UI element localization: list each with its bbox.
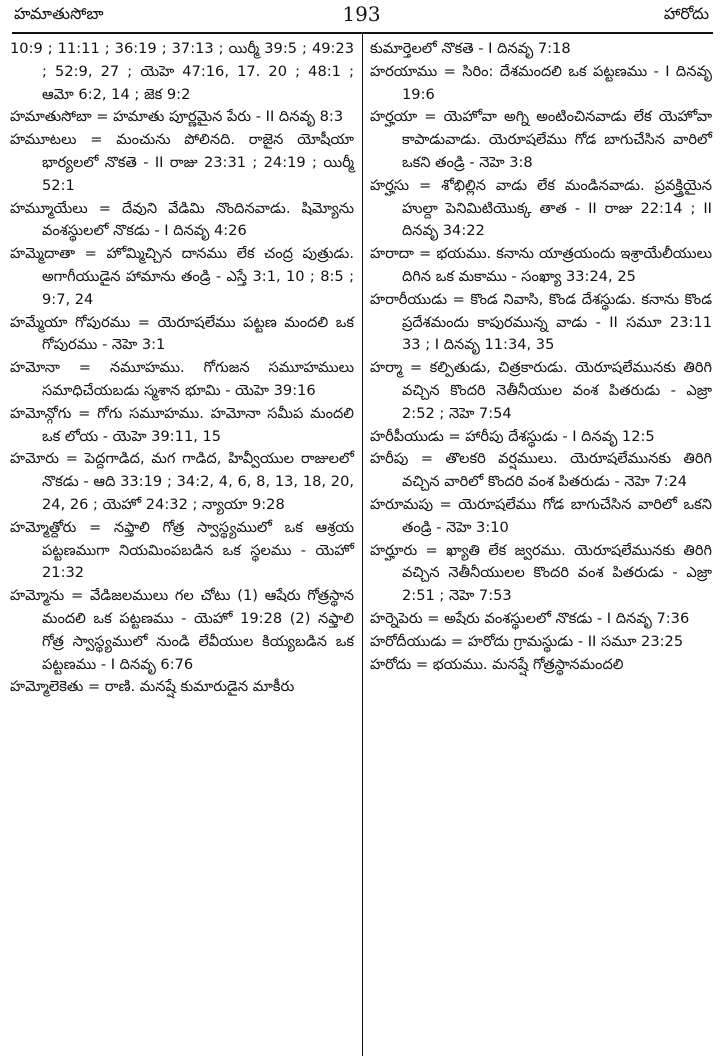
dictionary-entry: హర్హసు = శోభిల్లిన వాడు లేక మండినవాడు. ప్రవక్త్రియైన హుల్దా పెనిమిటియొక్క తాత - II రాజు 22:14 ; II దినవృ 34:22 — [370, 176, 712, 240]
dictionary-entry: హమ్మోను = వేడిజలములు గల చోటు (1) ఆషేరు గోత్రస్థాన మందలి ఒక పట్టణము - యెహో 19:28 (2) నఫ్తాలి గోత్ర స్వాస్థ్యములో నుండి లేవీయుల కియ్యబడిన ఒక పట్టణము - I దినవృ 6:76 — [10, 587, 354, 673]
dictionary-entry: 10:9 ; 11:11 ; 36:19 ; 37:13 ; యిర్మీ 39:5 ; 49:23 ; 52:9, 27 ; యెహె 47:16, 17. 20 ; 48:1 ; ఆమో 6:2, 14 ; జెక 9:2 — [10, 40, 354, 103]
dictionary-entry: హరారీయుడు = కొండ నివాసి, కొండ దేశస్థుడు. కనాను కొండ ప్రదేశమందు కాపురమున్న వాడు - II సమూ 23:11 33 ; I దినవృ 11:34, 35 — [370, 290, 712, 354]
dictionary-entry: హమూటలు = మంచును పోలినది. రాజైన యోషీయా భార్యలలో నొకతె - II రాజు 23:31 ; 24:19 ; యిర్మీ 52:1 — [10, 131, 354, 194]
dictionary-entry: హరయాము = సిరిం: దేశమందలి ఒక పట్టణము - I దినవృ 19:6 — [370, 62, 712, 103]
dictionary-entry: హమ్మూయేలు = దేవుని వేడిమి నొందినవాడు. షిమ్యోను వంశస్థులలో నొకడు - I దినవృ 4:26 — [10, 199, 354, 240]
header-right-guide-word: హారోదు — [663, 4, 709, 23]
dictionary-entry: హరాదా = భయము. కనాను యాత్రయందు ఇశ్రాయేలీయులు దిగిన ఒక మకాము - సంఖ్యా 33:24, 25 — [370, 245, 712, 285]
dictionary-entry: హమోరు = పెద్దగాడిద, మగ గాడిద, హివ్వీయుల రాజులలో నొకడు - ఆది 33:19 ; 34:2, 4, 6, 8, 13, 18, 20, 24, 26 ; యెహో 24:32 ; న్యాయా 9:28 — [10, 450, 354, 513]
right-column — [370, 38, 712, 676]
dictionary-entry: హర్హయా = యెహోవా అగ్ని అంటించినవాడు లేక యెహోవా కాపాడువాడు. యెరూషలేము గోడ బాగుచేసిన వారిలో ఒకని తండ్రి - నెహె 3:8 — [370, 108, 712, 171]
dictionary-entry: హమాతుసోబా = హమాతు పూర్ణమైన పేరు - II దినవృ 8:3 — [10, 108, 344, 126]
dictionary-entry: హమ్మేయా గోపురము = యెరూషలేము పట్టణ మందలి ఒక గోపురము - నెహె 3:1 — [10, 313, 354, 354]
dictionary-entry: హరీపు = తొలకరి వర్షములు. యెరూషలేమునకు తిరిగి వచ్చిన వారిలో కొందరి వంశ పితరుడు - నెహె 7:24 — [370, 450, 712, 491]
page-number: 193 — [342, 2, 381, 26]
dictionary-entry: హరోదీయుడు = హరోదు గ్రామస్థుడు - II సమూ 23:25 — [370, 632, 684, 650]
dictionary-entry: హమోన్గోగు = గోగు సమూహము. హమోనా సమీప మందలి ఒక లోయ - యెహె 39:11, 15 — [10, 404, 354, 445]
dictionary-entry: హరోదు = భయము. మనష్షే గోత్రస్థానమందలి — [370, 655, 624, 673]
dictionary-entry: కుమార్తెలలో నొకతె - I దినవృ 7:18 — [370, 40, 571, 57]
dictionary-entry: హమ్మోలెకెతు = రాణి. మనష్షే కుమారుడైన మాకీరు — [10, 678, 295, 696]
dictionary-entry: హమోనా = నమూహము. గోగుజన సమూహములు సమాధిచేయబడు స్మశాన భూమి - యెహె 39:16 — [10, 359, 354, 399]
page-header — [0, 0, 723, 34]
dictionary-entry: హమ్మోత్దోరు = నఫ్తాలి గోత్ర స్వాస్థ్యములో ఒక ఆశ్రయ పట్టణముగా నియమింపబడిన ఒక స్థలము - యెహో 21:32 — [10, 518, 354, 582]
dictionary-entry: హరూమపు = యెరూషలేము గోడ బాగుచేసిన వారిలో ఒకని తండ్రి - నెహె 3:10 — [370, 495, 712, 536]
dictionary-entry: హరీపీయుడు = హారీపు దేశస్థుడు - I దినవృ 12:5 — [370, 427, 655, 445]
dictionary-entry: హర్మా = కల్పితుడు, చిత్రకారుడు. యెరూషలేమునకు తిరిగి వచ్చిన కొందరి నెతీనీయుల వంశ పితరుడు - ఎజ్రా 2:52 ; నెహె 7:54 — [370, 359, 712, 422]
header-left-guide-word: హమాతుసోబా — [14, 4, 104, 23]
left-column — [10, 38, 354, 699]
dictionary-entry: హర్హూరు = ఖ్యాతి లేక జ్వరము. యెరూషలేమునకు తిరిగి వచ్చిన నెతీనీయులల కొందరి వంశ పితరుడు - ఎజ్రా 2:51 ; నెహె 7:53 — [370, 541, 712, 605]
dictionary-entry: హమ్మెదాతా = హోమ్మిచ్చిన దానము లేక చంద్ర పుత్రుడు. అగాగీయుడైన హామాను తండ్రి - ఎస్తే 3:1, 10 ; 8:5 ; 9:7, 24 — [10, 245, 354, 308]
column-divider — [362, 34, 363, 1056]
dictionary-entry: హర్నెపెరు = అషేరు వంశస్థులలో నొకడు - I దినవృ 7:36 — [370, 609, 690, 627]
